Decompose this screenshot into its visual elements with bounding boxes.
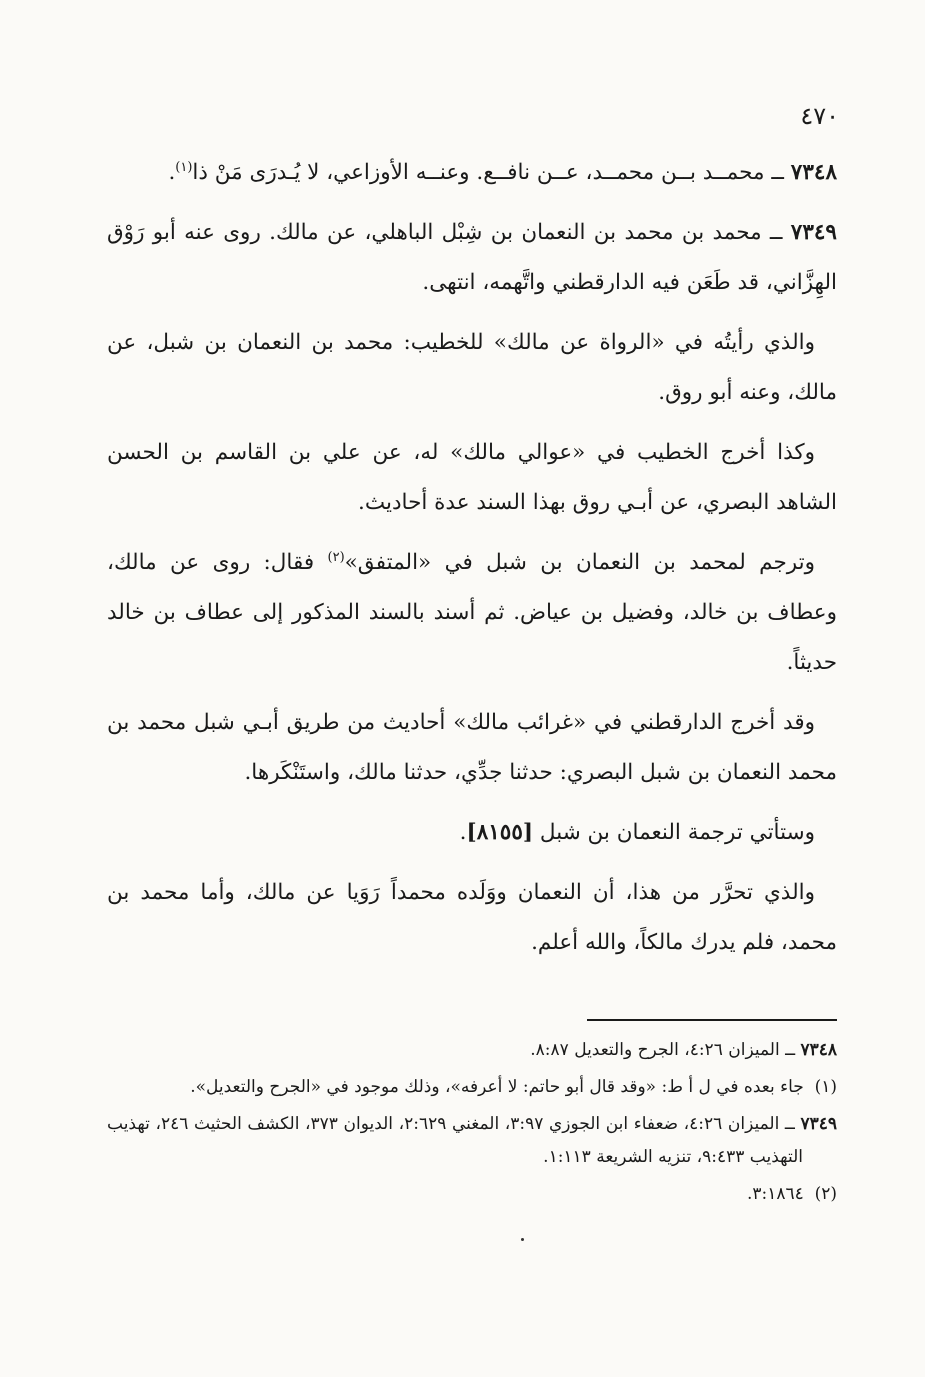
paragraph: وكذا أخرج الخطيب في «عوالي مالك» له، عن علي بن القاسم بن الحسن الشاهد البصري، عن أبـي روق بهذا السند عدة أحاديث. — [107, 440, 837, 515]
print-speck — [521, 1238, 524, 1241]
footnote-2 — [107, 1178, 837, 1211]
paragraph: والذي رأيتُه في «الرواة عن مالك» للخطيب: محمد بن النعمان بن شبل، عن مالك، وعنه أبو روق. — [107, 330, 837, 405]
paragraph-text: وترجم لمحمد بن النعمان بن شبل في «المتفق» — [344, 550, 815, 575]
footnote-label: (١) — [814, 1077, 837, 1097]
footnote-text: الميزان ٤:٢٦، ضعفاء ابن الجوزي ٣:٩٧، المغني ٢:٦٢٩، الديوان ٣٧٣، الكشف الحثيث ٢٤٦، تهذيب التهذيب ٩:٤٣٣، تنزيه الشريعة ١:١١٣. — [107, 1114, 803, 1167]
footnote-1 — [107, 1071, 837, 1104]
footnote-label: ٧٣٤٨ — [800, 1040, 837, 1060]
paragraph: والذي تحرَّر من هذا، أن النعمان ووَلَده محمداً رَوَيا عن مالك، وأما محمد بن محمد، فلم يدرك مالكاً، والله أعلم. — [107, 880, 837, 955]
footnote-dash: ــ — [779, 1040, 801, 1060]
entry-7348 — [107, 148, 837, 198]
footnote-ref-1: (١) — [175, 159, 193, 175]
main-text — [107, 148, 837, 978]
paragraph-with-ref — [107, 538, 837, 688]
footnote-divider — [587, 1019, 837, 1021]
footnotes — [107, 1034, 837, 1215]
footnote-label: ٧٣٤٩ — [800, 1114, 837, 1134]
entry-number: ٧٣٤٨ — [790, 160, 837, 185]
entry-dash: ــ — [761, 220, 791, 245]
footnote-text: الميزان ٤:٢٦، الجرح والتعديل ٨:٨٧. — [530, 1040, 780, 1060]
entry-tail: . — [168, 160, 176, 185]
paragraph: وقد أخرج الدارقطني في «غرائب مالك» أحاديث من طريق أبـي شبل محمد بن محمد النعمان بن شبل البصري: حدثنا جدِّي، حدثنا مالك، واستَنْكَرها. — [107, 710, 837, 785]
page-number: ٤٧٠ — [800, 102, 839, 130]
entry-text: محمد بن محمد بن النعمان بن شِبْل الباهلي، عن مالك. روى عنه أبو رَوْق الهِزَّاني، قد طَعَن فيه الدارقطني واتَّهمه، انتهى. — [107, 220, 837, 295]
entry-text: محمــد بــن محمــد، عــن نافــع. وعنــه الأوزاعي، لا يُـدرَى مَنْ ذا — [192, 160, 765, 185]
paragraph-text: فقال: روى عن مالك، وعطاف بن خالد، وفضيل بن عياض. ثم أسند بالسند المذكور إلى عطاف بن خالد حديثاً. — [107, 550, 837, 675]
entry-dash: ــ — [764, 160, 791, 185]
footnote-text: ٣:١٨٦٤. — [746, 1184, 804, 1204]
cross-reference-paragraph — [107, 808, 837, 858]
footnote-ref-2: (٢) — [327, 549, 345, 565]
paragraph-text: . — [459, 820, 467, 845]
cross-reference-number: [٨١٥٥] — [466, 820, 534, 845]
entry-number: ٧٣٤٩ — [790, 220, 837, 245]
entry-7349 — [107, 208, 837, 308]
footnote-dash: ــ — [779, 1114, 801, 1134]
footnote-label: (٢) — [814, 1184, 837, 1204]
footnote-text: جاء بعده في ل أ ط: «وقد قال أبو حاتم: لا أعرفه»، وذلك موجود في «الجرح والتعديل». — [190, 1077, 804, 1097]
footnote-7349 — [107, 1108, 837, 1174]
paragraph-text: وستأتي ترجمة النعمان بن شبل — [533, 820, 815, 845]
footnote-7348 — [107, 1034, 837, 1067]
